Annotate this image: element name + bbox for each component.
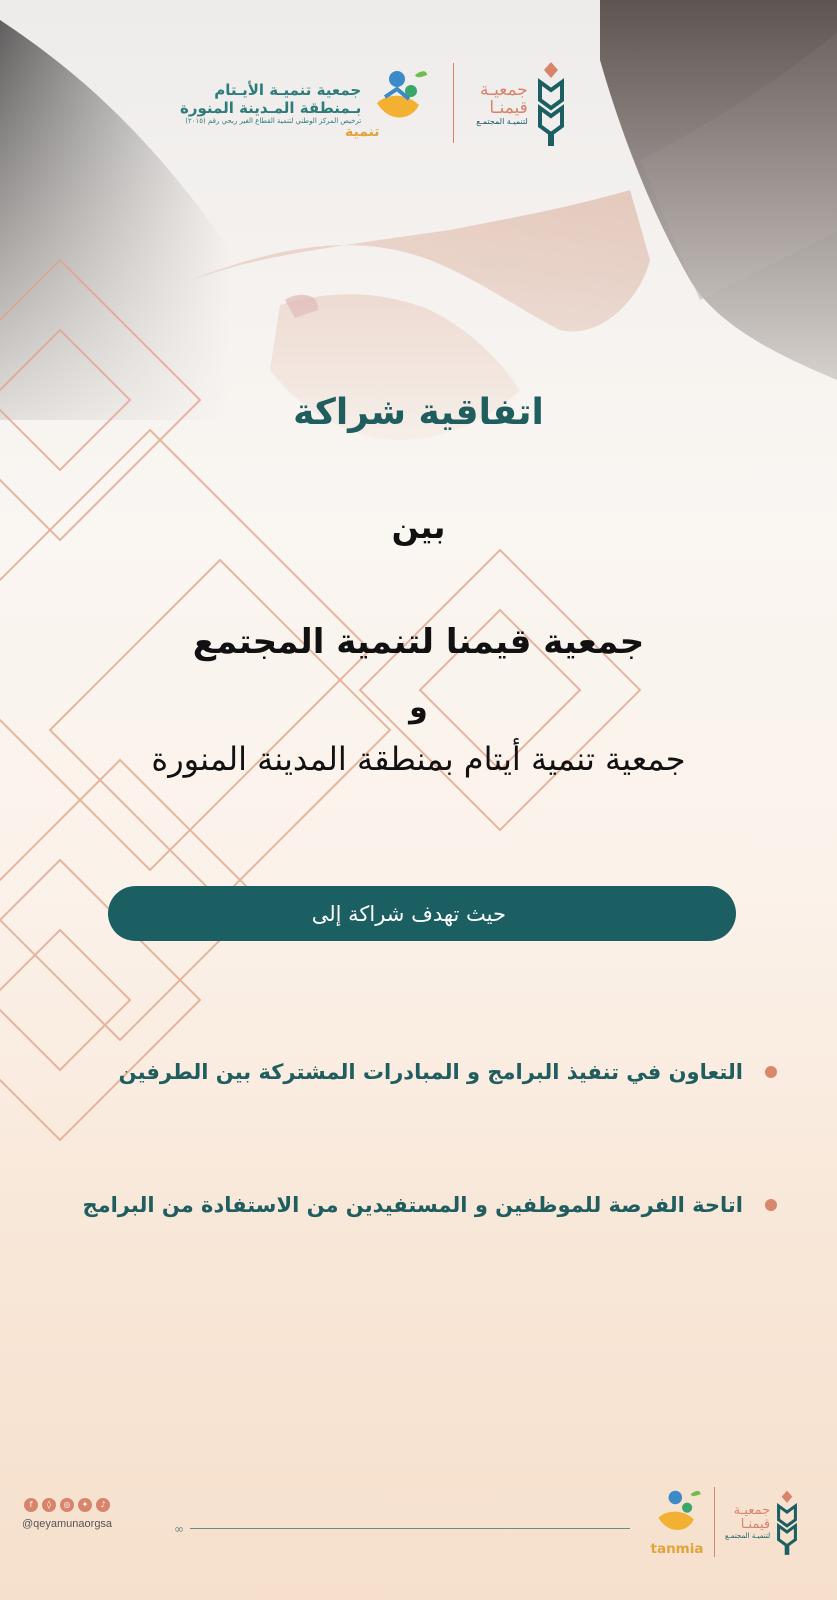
goal-item xyxy=(82,1193,777,1217)
qeyamuna-line1: جمعيـة xyxy=(480,79,528,100)
qeyamuna-line3: لتنميـة المجتمـع xyxy=(476,116,528,126)
bullet-icon xyxy=(765,1199,777,1211)
orphans-emblem-icon xyxy=(650,1482,704,1562)
svg-text:tanmia: tanmia xyxy=(650,1541,704,1558)
between-label: بين xyxy=(391,508,446,546)
and-label: و xyxy=(409,690,428,725)
qeyamuna-logo xyxy=(476,60,568,146)
orphans-name-line2: بـمنطقة المـدينة المنورة xyxy=(180,99,362,117)
party-two-name: جمعية تنمية أيتام بمنطقة المدينة المنورة xyxy=(151,740,686,778)
qeyamuna-emblem-icon xyxy=(534,60,568,146)
agreement-title: اتفاقية شراكة xyxy=(293,392,544,433)
orphans-name-line1: جمعية تنميـة الأيـتام xyxy=(214,81,362,99)
footer-qeyamuna-line1: جمعيـة xyxy=(733,1503,771,1518)
social-handle[interactable]: @qeyamunaorgsa xyxy=(22,1518,113,1530)
orphans-logo xyxy=(180,63,431,143)
orphans-license: ترخيص المركز الوطني لتنمية القطاع الغير ربحي رقم (٢٠١٥) xyxy=(185,117,362,125)
footer-logos xyxy=(650,1482,800,1562)
social-icons xyxy=(24,1498,110,1512)
qeyamuna-emblem-icon xyxy=(774,1487,800,1557)
instagram-icon[interactable]: ◎ xyxy=(60,1498,74,1512)
header-logos xyxy=(180,60,568,146)
goal-text: التعاون في تنفيذ البرامج و المبادرات المشتركة بين الطرفين xyxy=(118,1060,743,1084)
facebook-icon[interactable]: f xyxy=(24,1498,38,1512)
divider-ornament-icon: ∞ xyxy=(174,1522,184,1536)
goal-text: اتاحة الفرصة للموظفين و المستفيدين من الاستفادة من البرامج xyxy=(82,1193,743,1217)
footer-logo-divider xyxy=(714,1487,715,1557)
qeyamuna-line2: قيمنـا xyxy=(489,97,528,118)
twitter-icon[interactable]: ✦ xyxy=(78,1498,92,1512)
logo-divider xyxy=(453,63,454,143)
tiktok-icon[interactable]: ♪ xyxy=(96,1498,110,1512)
goals-header-text: حيث تهدف شراكة إلى xyxy=(311,901,506,926)
goal-item xyxy=(119,1060,777,1084)
party-one-name: جمعية قيمنا لتنمية المجتمع xyxy=(192,622,645,662)
snapchat-icon[interactable]: ◊ xyxy=(42,1498,56,1512)
bullet-icon xyxy=(765,1066,777,1078)
footer-qeyamuna-line2: قيمنـا xyxy=(740,1517,771,1532)
goals-header-banner xyxy=(108,886,736,941)
orphans-wordmark: تنمية xyxy=(345,124,380,140)
footer-qeyamuna-line3: لتنميـة المجتمـع xyxy=(725,1532,771,1540)
footer-divider xyxy=(190,1528,630,1529)
